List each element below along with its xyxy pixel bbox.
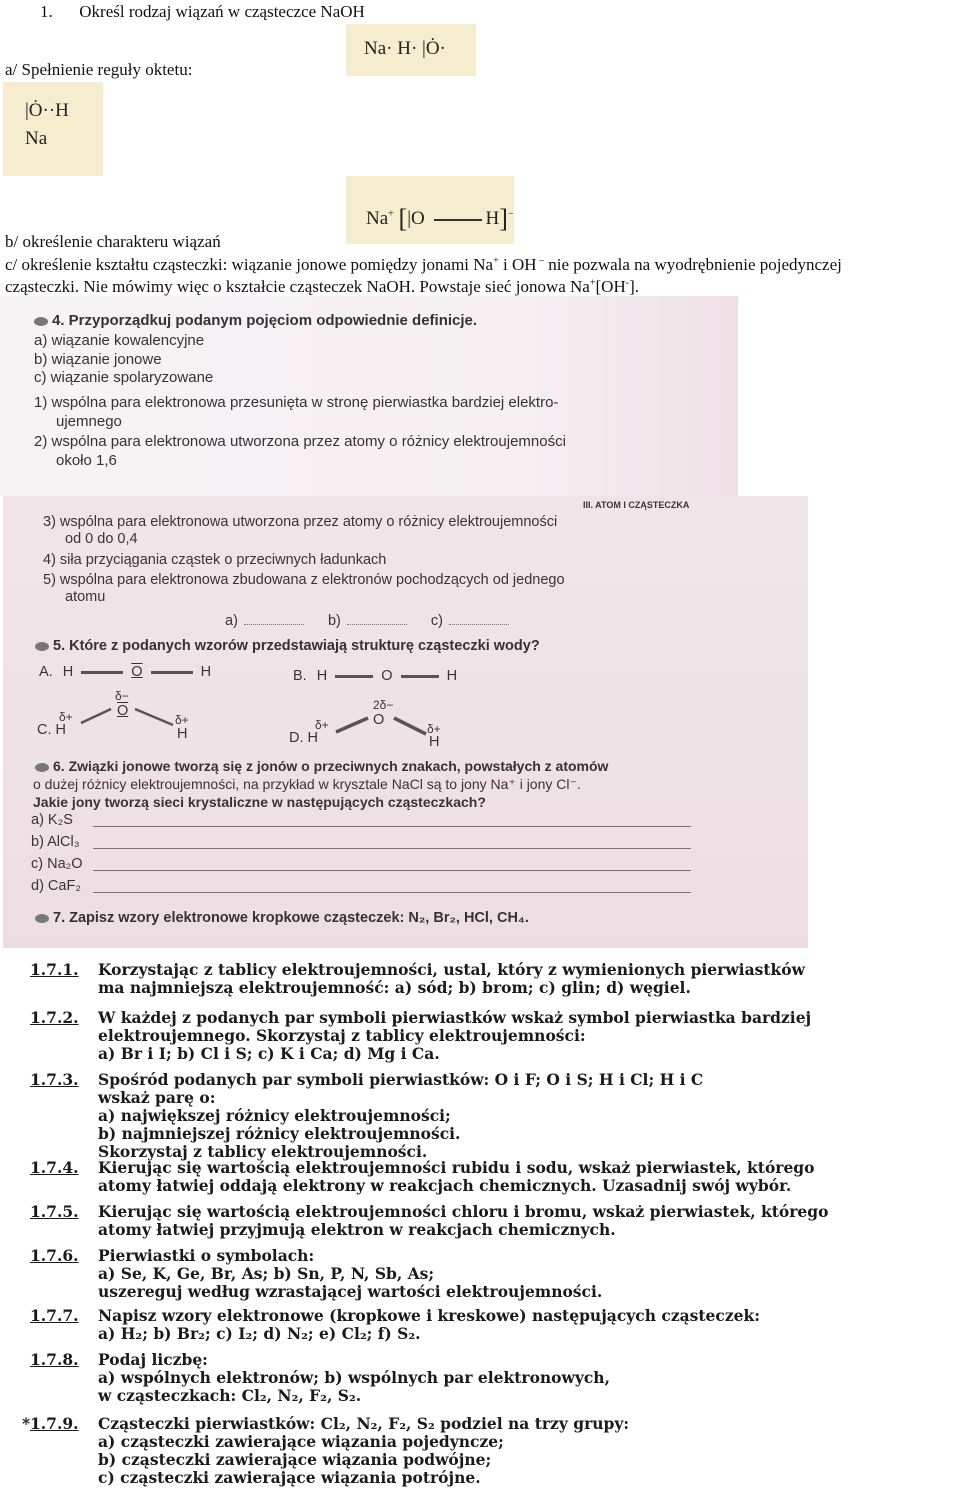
atom-h: H xyxy=(307,730,319,746)
atom-h: H xyxy=(55,722,67,738)
exercise-line: a) cząsteczki zawierające wiązania pojedyncze; xyxy=(98,1432,504,1451)
c-line2-b: [OH xyxy=(595,277,626,296)
task-number: 1. xyxy=(40,2,53,21)
scan-exercises-1-7 xyxy=(0,950,960,1499)
option-c-label: C. xyxy=(37,722,52,738)
bond-line xyxy=(81,671,123,674)
exercise-line: W każdej z podanych par symboli pierwiastków wskaż symbol pierwiastka bardziej xyxy=(98,1008,812,1027)
compound-d: d) CaF₂ xyxy=(31,878,81,894)
def-2b: około 1,6 xyxy=(56,452,117,469)
atom-o-d: O xyxy=(373,712,385,728)
exercise-line: wskaż parę o: xyxy=(98,1088,216,1107)
c-line1-c: nie pozwala na wyodrębnienie pojedynczej xyxy=(544,255,842,274)
delta-plus-d2: δ+ xyxy=(427,722,441,736)
corner-header: III. ATOM I CZĄSTECZKA xyxy=(583,500,690,510)
lewis-na-line: Na xyxy=(25,128,48,149)
exercise-number: 1.7.6. xyxy=(30,1246,79,1265)
ionic-o: |O xyxy=(407,208,425,229)
option-d xyxy=(289,730,318,746)
delta-plus-d1: δ+ xyxy=(315,718,329,732)
option-d-bonds xyxy=(328,710,448,740)
lewis-ionic-box xyxy=(346,176,514,244)
def-5b: atomu xyxy=(65,589,106,605)
def-3b: od 0 do 0,4 xyxy=(65,531,138,547)
section-c-line2 xyxy=(5,277,639,297)
answer-line-d[interactable] xyxy=(93,892,691,893)
task5-text: 5. Które z podanych wzorów przedstawiają strukturę cząsteczki wody? xyxy=(53,638,540,654)
answer-line-a[interactable] xyxy=(93,826,691,827)
exercise-line: a) Br i I; b) Cl i S; c) K i Ca; d) Mg i Ca. xyxy=(98,1044,440,1063)
def-2: 2) wspólna para elektronowa utworzona przez atomy o różnicy elektroujemności xyxy=(34,433,566,450)
exercise-line: a) H₂; b) Br₂; c) I₂; d) N₂; e) Cl₂; f) S₂. xyxy=(98,1324,421,1343)
option-a xyxy=(39,664,211,680)
lewis-atoms-text: Na· H· |Ȯ· xyxy=(364,38,446,59)
ionic-h: H xyxy=(485,208,500,229)
bullet-icon xyxy=(35,642,49,651)
two-delta-minus: 2δ− xyxy=(373,698,394,712)
exercise-line: Kierując się wartością elektroujemności rubidu i sodu, wskaż pierwiastek, którego xyxy=(98,1158,815,1177)
exercise-number: 1.7.3. xyxy=(30,1070,79,1089)
delta-plus-c2: δ+ xyxy=(175,713,189,727)
def-5: 5) wspólna para elektronowa zbudowana z elektronów pochodzących od jednego xyxy=(43,572,565,588)
exercise-line: Kierując się wartością elektroujemności chloru i bromu, wskaż pierwiastek, którego xyxy=(98,1202,829,1221)
exercise-line: Cząsteczki pierwiastków: Cl₂, N₂, F₂, S₂ podziel na trzy grupy: xyxy=(98,1414,630,1433)
task6-line1 xyxy=(35,758,608,774)
compound-b: b) AlCl₃ xyxy=(31,834,80,850)
bullet-icon xyxy=(35,914,49,923)
lewis-ionic-formula xyxy=(366,204,514,234)
exercise-line: uszereguj według wzrastającej wartości elektroujemności. xyxy=(98,1282,603,1301)
task6-text-1: 6. Związki jonowe tworzą się z jonów o przeciwnych znakach, powstałych z atomów xyxy=(53,758,609,774)
task-title: Określ rodzaj wiązań w cząsteczce NaOH xyxy=(79,2,365,21)
exercise-line: b) najmniejszej różnicy elektroujemności. xyxy=(98,1124,461,1143)
task7-heading xyxy=(35,910,529,926)
delta-plus-c1: δ+ xyxy=(59,710,73,724)
exercise-line: Pierwiastki o symbolach: xyxy=(98,1246,315,1265)
answer-c-label: c) xyxy=(430,613,443,629)
bullet-icon xyxy=(35,763,49,772)
term-c: c) wiązanie spolaryzowane xyxy=(34,369,214,386)
answer-b-blank[interactable] xyxy=(347,612,407,625)
answer-c-blank[interactable] xyxy=(449,612,509,625)
answer-row xyxy=(225,612,515,629)
exercise-line: Skorzystaj z tablicy elektroujemności. xyxy=(98,1142,428,1161)
bracket-open-icon: [ xyxy=(398,204,408,233)
atom-h: H xyxy=(446,668,458,684)
exercise-number: 1.7.5. xyxy=(30,1202,79,1221)
answer-a-blank[interactable] xyxy=(244,612,304,625)
lewis-atoms-box xyxy=(346,24,476,76)
def-3: 3) wspólna para elektronowa utworzona przez atomy o różnicy elektroujemności xyxy=(43,514,558,530)
exercise-number: 1.7.2. xyxy=(30,1008,79,1027)
exercise-line: Podaj liczbę: xyxy=(98,1350,208,1369)
exercise-number: 1.7.9. xyxy=(30,1414,79,1433)
ionic-na: Na xyxy=(366,208,389,229)
answer-line-b[interactable] xyxy=(93,848,691,849)
task5-heading xyxy=(35,638,540,654)
atom-o-c: O xyxy=(117,703,129,719)
atom-o: O xyxy=(381,668,393,684)
section-b-label: b/ określenie charakteru wiązań xyxy=(5,232,221,251)
c-line2-a: cząsteczki. Nie mówimy więc o kształcie cząsteczek NaOH. Powstaje sieć jonowa Na xyxy=(5,277,590,296)
bond-line xyxy=(434,219,482,221)
atom-h: H xyxy=(200,664,212,680)
task7-text: 7. Zapisz wzory elektronowe kropkowe cząsteczek: N₂, Br₂, HCl, CH₄. xyxy=(53,910,529,926)
term-b: b) wiązanie jonowe xyxy=(34,351,162,368)
task6-line2: o dużej różnicy elektroujemności, na przykład w krysztale NaCl są to jony Na⁺ i jony Cl⁻. xyxy=(33,776,581,792)
star-icon: * xyxy=(22,1414,31,1433)
exercise-number: 1.7.4. xyxy=(30,1158,79,1177)
option-b xyxy=(293,668,457,684)
option-c-bonds xyxy=(73,701,193,731)
c-line1-a: c/ określenie kształtu cząsteczki: wiązanie jonowe pomiędzy jonami Na xyxy=(5,255,494,274)
bond-line xyxy=(401,675,439,678)
exercise-number: 1.7.8. xyxy=(30,1350,79,1369)
answer-b-label: b) xyxy=(327,613,341,629)
task-1-heading xyxy=(40,2,365,22)
def-1b: ujemnego xyxy=(56,413,122,430)
exercise-line: Napisz wzory elektronowe (kropkowe i kreskowe) następujących cząsteczek: xyxy=(98,1306,760,1325)
lewis-oh-line: |Ȯ··H xyxy=(25,100,69,121)
answer-line-c[interactable] xyxy=(93,870,691,871)
compound-c: c) Na₂O xyxy=(31,856,83,872)
c-line2-sup2: - xyxy=(625,277,630,289)
exercise-number: 1.7.1. xyxy=(30,960,79,979)
exercise-line: a) Se, K, Ge, Br, As; b) Sn, P, N, Sb, As; xyxy=(98,1264,435,1283)
option-c xyxy=(37,722,66,738)
bracket-close-icon: ] xyxy=(499,204,508,233)
scan-task4 xyxy=(0,296,738,496)
exercise-line: elektroujemnego. Skorzystaj z tablicy elektroujemności: xyxy=(98,1026,586,1045)
section-c-line1 xyxy=(5,255,842,275)
task4-text: 4. Przyporządkuj podanym pojęciom odpowiednie definicje. xyxy=(52,312,478,329)
task6-line3: Jakie jony tworzą sieci krystaliczne w następujących cząsteczkach? xyxy=(33,794,486,810)
c-line1-sup: + xyxy=(493,255,499,267)
bond-line xyxy=(151,671,193,674)
option-a-label: A. xyxy=(39,664,53,680)
compound-a: a) K₂S xyxy=(31,812,73,828)
exercise-line: a) wspólnych elektronów; b) wspólnych par elektronowych, xyxy=(98,1368,610,1387)
c-line1-sup2: – xyxy=(536,255,545,267)
ionic-na-charge: + xyxy=(388,208,394,220)
bond-line xyxy=(335,675,373,678)
delta-minus-c: δ− xyxy=(115,689,129,703)
bullet-icon xyxy=(34,317,48,326)
option-b-label: B. xyxy=(293,668,307,684)
atom-h-c2: H xyxy=(177,726,188,742)
exercise-line: Korzystając z tablicy elektroujemności, ustal, który z wymienionych pierwiastków xyxy=(98,960,805,979)
lewis-octet-box xyxy=(3,82,103,176)
atom-h: H xyxy=(316,668,328,684)
term-a: a) wiązanie kowalencyjne xyxy=(34,332,205,349)
atom-h-d2: H xyxy=(429,734,440,750)
def-4: 4) siła przyciągania cząstek o przeciwnych ładunkach xyxy=(43,552,387,568)
def-1: 1) wspólna para elektronowa przesunięta w stronę pierwiastka bardziej elektro- xyxy=(34,394,559,411)
exercise-line: c) cząsteczki zawierające wiązania potrójne. xyxy=(98,1468,481,1487)
exercise-line: ma najmniejszą elektroujemność: a) sód; b) brom; c) glin; d) węgiel. xyxy=(98,978,691,997)
c-line1-b: i OH xyxy=(498,255,537,274)
exercise-line: atomy łatwiej przyjmują elektron w reakcjach chemicznych. xyxy=(98,1220,616,1239)
exercise-line: Spośród podanych par symboli pierwiastków: O i F; O i S; H i Cl; H i C xyxy=(98,1070,704,1089)
atom-o: O xyxy=(131,664,143,680)
atom-h: H xyxy=(62,664,74,680)
c-line2-sup: + xyxy=(589,277,596,289)
option-d-label: D. xyxy=(289,730,304,746)
c-line2-c: ]. xyxy=(629,277,639,296)
exercise-line: b) cząsteczki zawierające wiązania podwójne; xyxy=(98,1450,492,1469)
ionic-charge: − xyxy=(507,208,514,220)
task4-heading xyxy=(34,312,477,329)
exercise-number: 1.7.7. xyxy=(30,1306,79,1325)
exercise-line: atomy łatwiej oddają elektrony w reakcjach chemicznych. Uzasadnij swój wybór. xyxy=(98,1176,792,1195)
answer-a-label: a) xyxy=(225,613,238,629)
section-a-label: a/ Spełnienie reguły oktetu: xyxy=(5,60,193,79)
exercise-line: a) największej różnicy elektroujemności; xyxy=(98,1106,451,1125)
exercise-line: w cząsteczkach: Cl₂, N₂, F₂, S₂. xyxy=(98,1386,362,1405)
scan-tasks-5-7 xyxy=(3,496,808,948)
